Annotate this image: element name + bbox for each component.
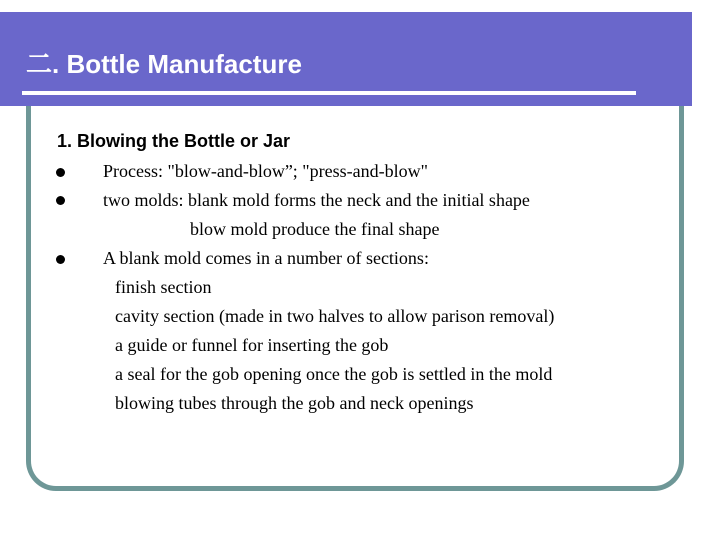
- blank-mold-line: A blank mold comes in a number of sections:: [103, 248, 429, 268]
- bullet-icon: [56, 255, 65, 264]
- molds-line: two molds: blank mold forms the neck and the initial shape: [103, 190, 530, 210]
- bullet-icon: [56, 196, 65, 205]
- sub-item: a seal for the gob opening once the gob is settled in the mold: [115, 364, 553, 384]
- sub-item: a guide or funnel for inserting the gob: [115, 335, 389, 355]
- bullet-icon: [56, 168, 65, 177]
- sub-item: blowing tubes through the gob and neck openings: [115, 393, 474, 413]
- process-line: Process: "blow-and-blow”; "press-and-blow": [103, 161, 428, 181]
- section-heading: 1. Blowing the Bottle or Jar: [57, 131, 291, 151]
- slide-title: 二. Bottle Manufacture: [26, 49, 302, 79]
- sub-item: finish section: [115, 277, 212, 297]
- title-underline: [22, 91, 636, 95]
- sub-item: cavity section (made in two halves to allow parison removal): [115, 306, 555, 326]
- blow-mold-line: blow mold produce the final shape: [190, 219, 440, 239]
